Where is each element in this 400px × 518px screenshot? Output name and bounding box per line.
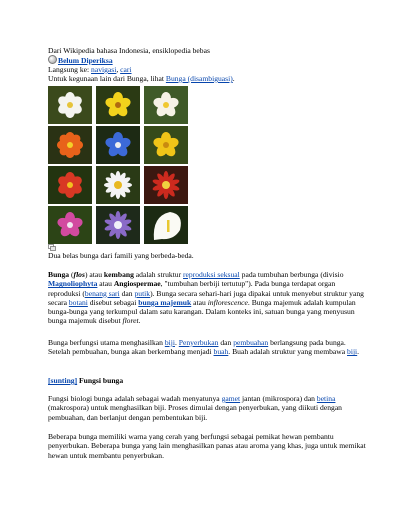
attraction-text: Beberapa bunga memiliki warna yang cerah yang berfungsi sebagai pemikat hewan pembantu penyerbukan. Beberapa bunga yang lain menghasilkan panas atau aroma yang khas, juga untuk memikat hewan untuk membantu penyerbukan. xyxy=(48,432,366,460)
term-floret: floret xyxy=(122,316,139,326)
function-paragraph: Bunga berfungsi utama menghasilkan biji. Penyerbukan dan pembuahan berlangsung pada bunga. Setelah pembuahan, bunga akan berkembang menjadi buah. Buah adalah struktur yang membawa biji. xyxy=(48,338,360,357)
botany-link[interactable]: botani xyxy=(68,297,88,307)
sexual-reproduction-link[interactable]: reproduksi seksual xyxy=(183,270,240,279)
seed-link[interactable]: biji xyxy=(164,338,175,347)
flower-gallery[interactable] xyxy=(48,86,188,244)
compound-flower-link[interactable]: bunga majemuk xyxy=(138,297,192,307)
jump-to-prefix: Langsung ke: xyxy=(48,65,90,74)
review-status xyxy=(48,55,113,65)
hatnote-end: . xyxy=(232,74,235,83)
flower-image-2[interactable] xyxy=(96,86,140,124)
hatnote-text: Untuk kegunaan lain dari Bunga, lihat xyxy=(48,74,166,83)
magnoliophyta-link[interactable]: Magnoliophyta xyxy=(48,279,98,289)
term-kembang: kembang xyxy=(103,270,134,279)
review-check-icon xyxy=(48,55,57,64)
gamete-link[interactable]: gamet xyxy=(221,394,241,403)
term-inflorescence: inflorescence xyxy=(207,297,248,307)
biology-paragraph: Fungsi biologi bunga adalah sebagai wadah menyatunya gamet jantan (mikrospora) dan betina (makrospora) untuk menghasilkan biji. Proses dimulai dengan penyerbukan, yang diikuti dengan pembuahan, dan berlanjut dengan pembentukan biji. xyxy=(48,394,342,422)
term-angiospermae: Angiospermae xyxy=(113,279,161,289)
jump-search-link[interactable]: cari xyxy=(120,65,132,74)
pollination-link[interactable]: Penyerbukan xyxy=(178,338,219,347)
white-flower-icon xyxy=(48,86,92,124)
small-yellow-flower-icon xyxy=(144,126,188,164)
female-link[interactable]: betina xyxy=(316,394,336,403)
frangipani-flower-icon xyxy=(144,86,188,124)
site-tagline: Dari Wikipedia bahasa Indonesia, ensiklopedia bebas xyxy=(48,46,210,55)
passion-flower-icon xyxy=(96,206,140,244)
red-flower-icon xyxy=(48,166,92,204)
calla-lily-flower-icon xyxy=(144,206,188,244)
jump-separator: , xyxy=(116,65,121,74)
daisy-flower-icon xyxy=(96,166,140,204)
stamen-link[interactable]: benang sari xyxy=(84,288,120,298)
flower-image-3[interactable] xyxy=(144,86,188,124)
edit-section-link[interactable]: [sunting] xyxy=(48,376,78,385)
disambiguation-link[interactable]: Bunga (disambiguasi) xyxy=(165,74,233,83)
flower-image-1[interactable] xyxy=(48,86,92,124)
flower-image-10[interactable] xyxy=(48,206,92,244)
flower-image-5[interactable] xyxy=(96,126,140,164)
blue-flower-icon xyxy=(96,126,140,164)
pink-flower-icon xyxy=(48,206,92,244)
fertilization-link[interactable]: pembuahan xyxy=(233,338,269,347)
intro-paragraph: Bunga (flos) atau kembang adalah struktur reproduksi seksual pada tumbuhan berbunga (divisio Magnoliophyta atau Angiospermae, "tumbuhan berbiji tertutup"). Pada bunga terdapat organ reproduksi (benang sari dan putik). Bunga secara sehari-hari juga dipakai untuk menyebut struktur yang secara botani disebut sebagai bunga majemuk atau inflorescence. Bunga majemuk adalah kumpulan bunga-bunga yang terkumpul dalam satu karangan. Dalam konteks ini, satuan bunga yang menyusun bunga majemuk disebut floret. xyxy=(48,270,364,326)
flower-image-8[interactable] xyxy=(96,166,140,204)
red-spiky-flower-icon xyxy=(144,166,188,204)
flower-image-4[interactable] xyxy=(48,126,92,164)
section-title: Fungsi bunga xyxy=(77,376,124,385)
term-flos: flos xyxy=(73,270,85,279)
fruit-link[interactable]: buah xyxy=(213,347,229,357)
flower-image-11[interactable] xyxy=(96,206,140,244)
flower-image-12[interactable] xyxy=(144,206,188,244)
hatnote xyxy=(48,74,235,83)
lantana-flower-icon xyxy=(48,126,92,164)
yellow-flower-icon xyxy=(96,86,140,124)
jump-navigation-link[interactable]: navigasi xyxy=(91,65,117,74)
seed-link-2[interactable]: biji xyxy=(347,347,358,357)
flower-image-6[interactable] xyxy=(144,126,188,164)
jump-to xyxy=(48,65,132,74)
pistil-link[interactable]: putik xyxy=(134,288,151,298)
flower-image-7[interactable] xyxy=(48,166,92,204)
enlarge-icon[interactable] xyxy=(48,244,56,251)
review-status-link[interactable]: Belum Diperiksa xyxy=(58,56,113,65)
image-caption: Dua belas bunga dari famili yang berbeda-beda. xyxy=(48,251,194,260)
attraction-paragraph xyxy=(48,432,368,460)
section-heading xyxy=(48,376,123,385)
term-bunga: Bunga xyxy=(48,270,70,279)
flower-image-9[interactable] xyxy=(144,166,188,204)
